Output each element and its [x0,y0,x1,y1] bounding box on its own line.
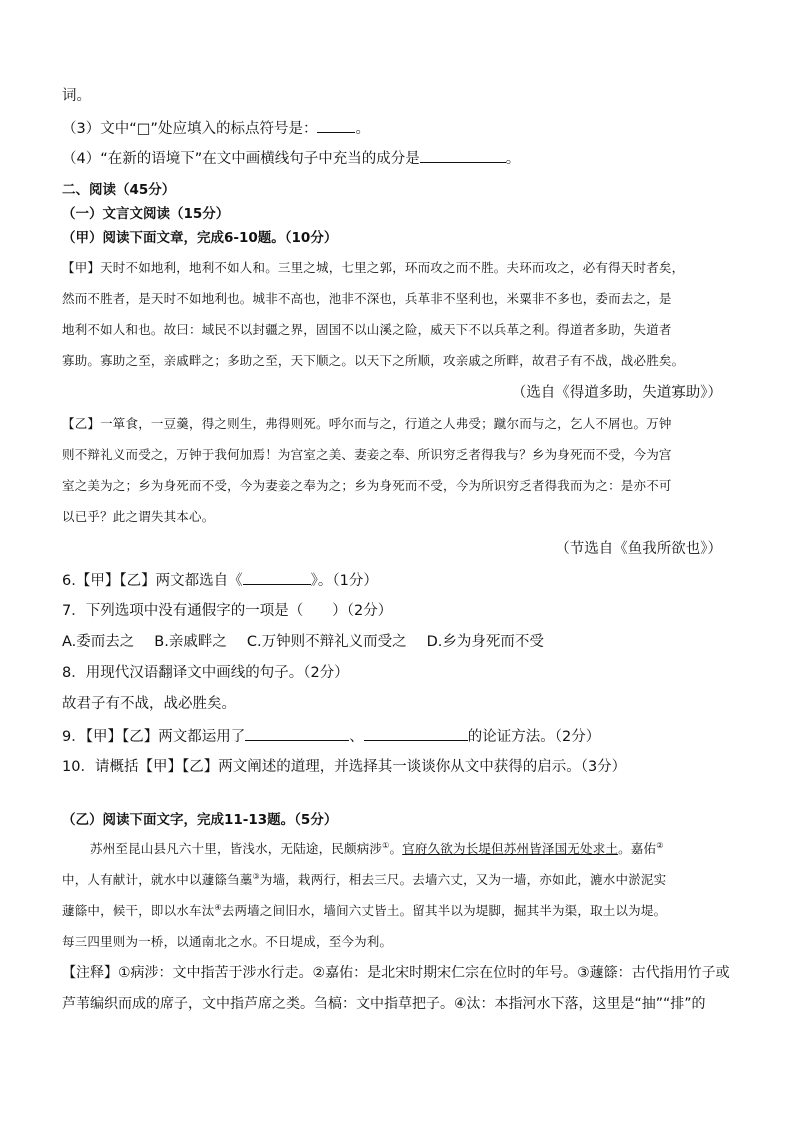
passage-jia-line: 【甲】天时不如地利，地利不如人和。三里之城，七里之郭，环而攻之而不胜。夫环而攻之，必有得天时者矣， [62,260,685,275]
question-3-text: （3）文中“□”处应填入的标点符号是： [62,121,318,137]
question-6 [62,570,378,591]
passage-jia-line: 然而不胜者，是天时不如地利也。城非不高也，池非不深也，兵革非不坚利也，米粟非不多也，委而去之，是 [62,291,672,306]
option-c[interactable]: C.万钟则不辩礼义而受之 [246,634,407,650]
question-7-options [62,632,564,652]
subsection-heading: （一）文言文阅读（15分） [62,206,230,222]
underlined-sentence: 官府久欲为长堤但苏州皆泽国无处求土 [402,841,619,856]
footnote-mark: ① [382,840,390,850]
passage-yi-line: 室之美为之；乡为身死而不受，今为妻妾之奉为之；乡为身死而不受，今为所识穷乏者得我而为之：是亦不可 [62,478,672,493]
part-b-heading: （乙）阅读下面文字，完成11-13题。（5分） [62,812,338,828]
answer-blank[interactable] [245,726,349,741]
passage-yi-source: （节选自《鱼我所欲也》） [555,541,722,557]
question-6-end: 》。（1分） [310,573,378,589]
notes-line: 芦苇编织而成的席子，文中指芦席之类。刍槁：文中指草把子。④汰：本指河水下落，这里是“抽”“排”的 [62,996,706,1012]
question-3 [62,118,370,139]
passage-b-text: 去两墙之间旧水，墙间六丈皆土。留其半以为堤脚，掘其半为渠，取土以为堤。 [221,903,667,918]
question-9 [62,726,600,747]
option-d[interactable]: D.乡为身死而不受 [426,634,544,650]
passage-yi-line: 【乙】一箪食，一豆羹，得之则生，弗得则死。呼尔而与之，行道之人弗受；蹴尔而与之，乞人不屑也。万钟 [62,416,672,431]
passage-jia-line: 寡助。寡助之至，亲戚畔之；多助之至，天下顺之。以天下之所顺，攻亲戚之所畔，故君子有不战，战必胜矣。 [62,353,685,368]
section-heading: 二、阅读（45分） [62,182,176,198]
question-9-end: 的论证方法。（2分） [467,729,601,745]
option-a[interactable]: A.委而去之 [62,634,135,650]
answer-blank[interactable] [420,148,506,163]
question-4 [62,148,520,169]
question-4-text: （4）“在新的语境下”在文中画横线句子中充当的成分是 [62,151,420,167]
question-4-end: 。 [505,151,521,167]
option-b[interactable]: B.亲戚畔之 [154,634,227,650]
text-line: 词。 [62,88,91,104]
question-8-sentence: 故君子有不战，战必胜矣。 [62,696,236,712]
footnote-mark: ② [656,840,664,850]
footnote-mark: ③ [252,871,260,881]
footnote-mark: ④ [214,902,222,912]
question-9-separator: 、 [349,729,364,745]
passage-b-text: 蘧篨中，候干，即以水车汰 [62,903,215,918]
question-10: 10．请概括【甲】【乙】两文阐述的道理，并选择其一谈谈你从文中获得的启示。（3分） [62,759,627,775]
subsection-instruction: （甲）阅读下面文章，完成6-10题。（10分） [62,230,338,246]
passage-yi-line: 则不辩礼义而受之，万钟于我何加焉！为宫室之美、妻妾之奉、所识穷乏者得我与？乡为身死而不受，今为宫 [62,447,672,462]
question-6-text: 6.【甲】【乙】两文都选自《 [62,573,243,589]
passage-yi-line: 以已乎？此之谓失其本心。 [62,509,215,524]
passage-jia-line: 地利不如人和也。故曰：域民不以封疆之界，固国不以山溪之险，威天下不以兵革之利。得道者多助，失道者 [62,322,672,337]
passage-jia-source: （选自《得道多助，失道寡助》） [511,385,722,401]
answer-blank[interactable] [317,118,355,133]
question-8: 8．用现代汉语翻译文中画线的句子。（2分） [62,665,349,681]
answer-blank[interactable] [364,726,468,741]
question-7: 7．下列选项中没有通假字的一项是（ ）（2分） [62,603,393,619]
passage-b-text: 苏州至昆山县凡六十里，皆浅水，无陆途，民颇病涉 [90,841,383,856]
passage-b-text: 。 [389,841,403,856]
notes-line: 【注释】①病涉：文中指苦于涉水行走。②嘉佑：是北宋时期宋仁宗在位时的年号。③蘧篨：古代指用竹子或 [62,965,730,981]
question-9-text: 9．【甲】【乙】两文都运用了 [62,729,246,745]
passage-b-text: 。嘉佑 [618,841,657,856]
question-3-end: 。 [355,121,370,137]
passage-b-text: 为墙，栽两行，相去三尺。去墙六丈，又为一墙，亦如此，漉水中淤泥实 [259,872,667,887]
passage-b-line [62,839,664,859]
passage-b-line [62,901,666,921]
passage-b-line [62,870,666,890]
answer-blank[interactable] [243,570,311,585]
passage-b-text: 中，人有献计，就水中以蘧篨刍藁 [62,872,253,887]
passage-b-line: 每三四里则为一桥，以通南北之水。不日堤成，至今为利。 [62,934,393,949]
